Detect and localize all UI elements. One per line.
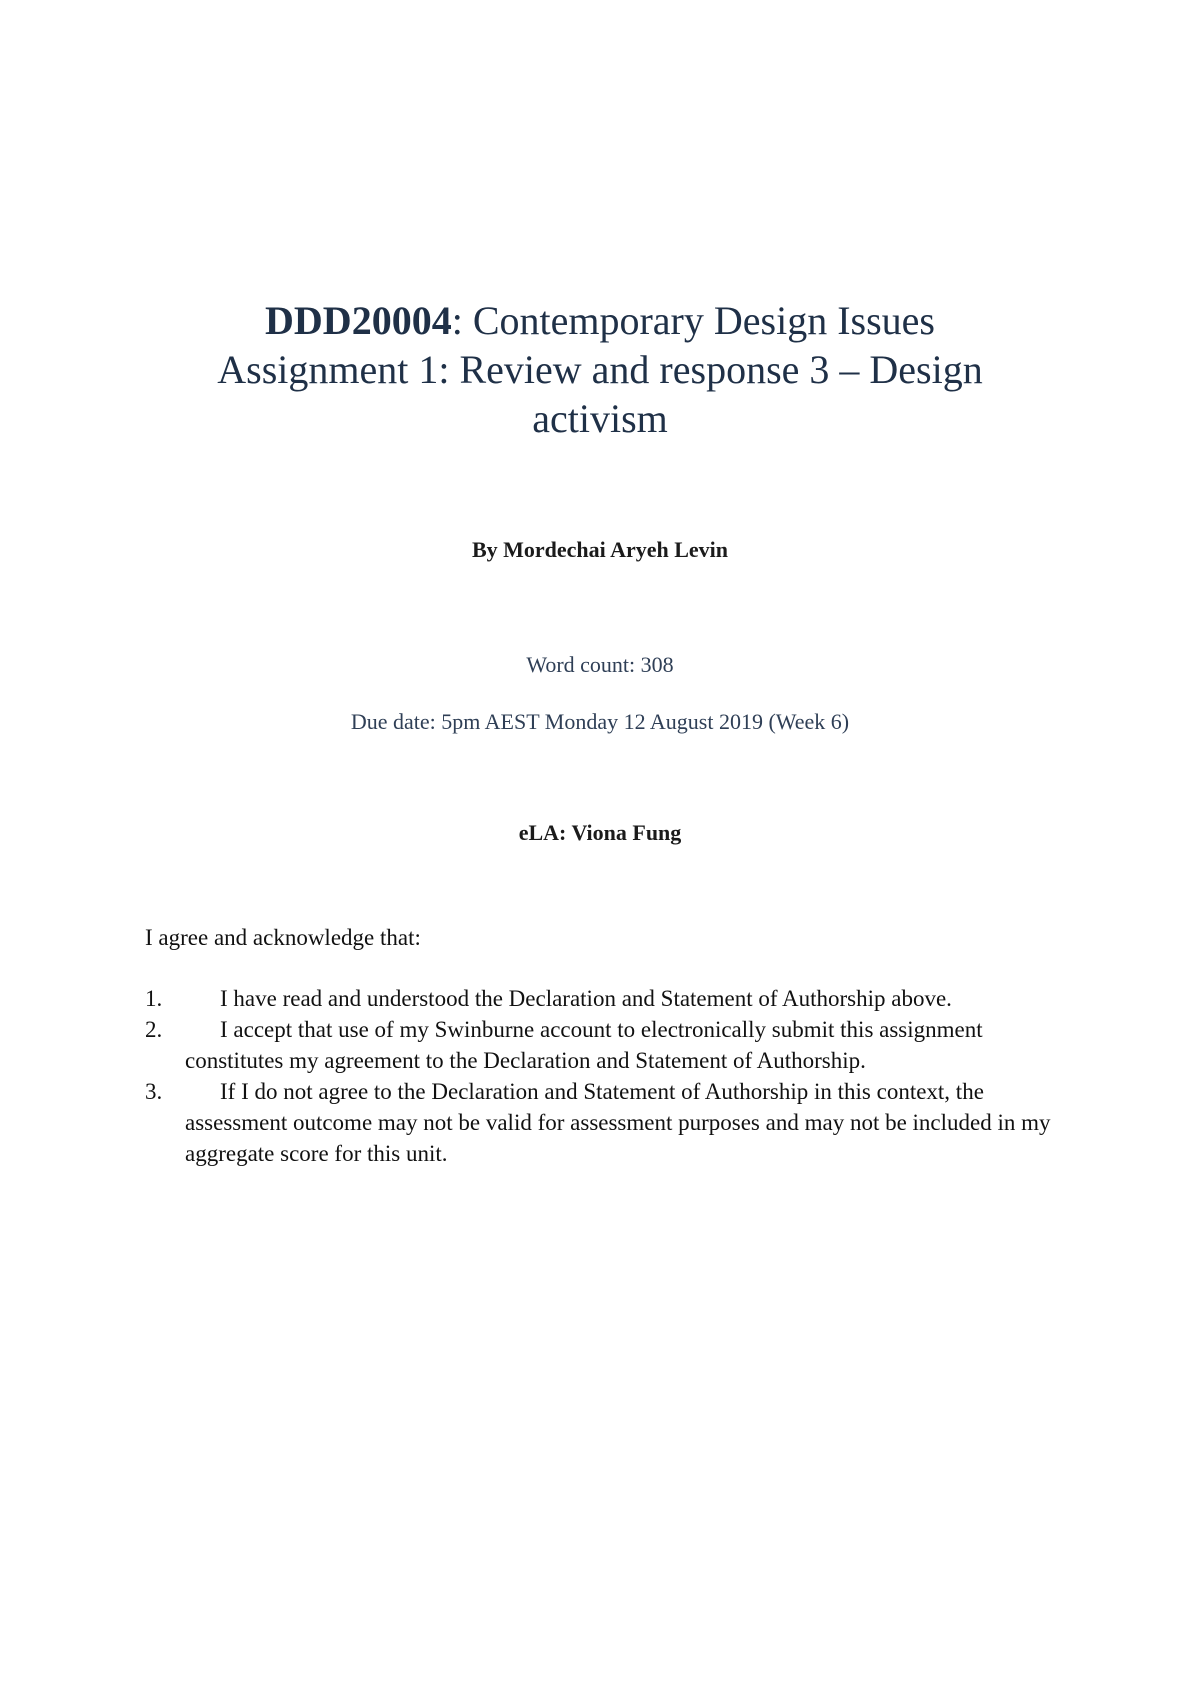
due-date: Due date: 5pm AEST Monday 12 August 2019 (Week 6) <box>350 709 850 734</box>
declaration-text: I have read and understood the Declaration and Statement of Authorship above. <box>220 986 952 1011</box>
course-code: DDD20004 <box>265 298 452 343</box>
declaration-text: If I do not agree to the Declaration and Statement of Authorship in this context, the assessment outcome may not be valid for assessment purposes and may not be included in my aggregate score for this unit. <box>185 1079 1051 1166</box>
author-line: By Mordechai Aryeh Levin <box>471 537 729 562</box>
declaration-text: I accept that use of my Swinburne account to electronically submit this assignment constitutes my agreement to the Declaration and Statement of Authorship. <box>185 1017 983 1073</box>
ela-name: eLA: Viona Fung <box>518 820 682 845</box>
document-title <box>150 296 1050 443</box>
word-count: Word count: 308 <box>526 652 674 677</box>
declaration-item <box>145 1076 1075 1169</box>
assignment-title-line-1: Assignment 1: Review and response 3 – Design <box>217 347 983 392</box>
declaration-item <box>145 1014 1075 1076</box>
course-title-line <box>150 296 1050 345</box>
course-name: : Contemporary Design Issues <box>451 298 935 343</box>
declaration-list <box>145 983 1075 1169</box>
declaration-item <box>145 983 1075 1014</box>
assignment-title-line-2: activism <box>532 396 668 441</box>
declaration-number: 1. <box>145 986 163 1011</box>
acknowledgement-intro: I agree and acknowledge that: <box>145 925 421 950</box>
declaration-number: 3. <box>145 1079 163 1104</box>
declaration-number: 2. <box>145 1017 163 1042</box>
